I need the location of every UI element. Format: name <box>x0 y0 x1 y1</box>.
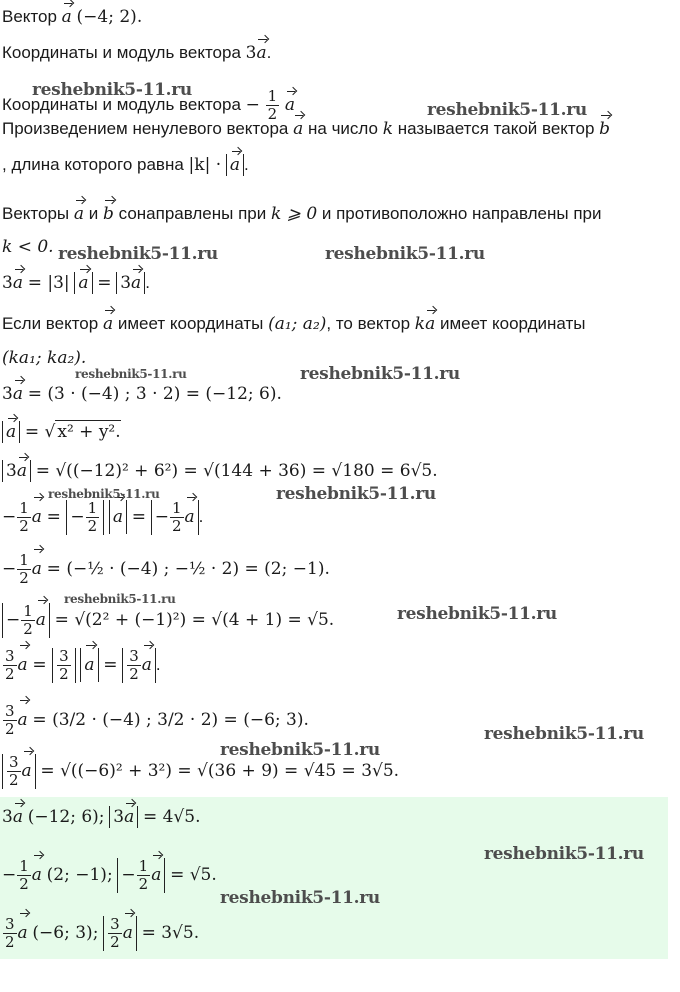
frac-den: 2 <box>138 875 149 894</box>
vector-a: a <box>229 155 240 175</box>
coordinate-rule-line-2 <box>2 347 86 369</box>
answer-2-modulus: = √5. <box>170 865 217 885</box>
step10-rhs: = √((−6)² + 3²) = √(36 + 9) = √45 = 3√5. <box>40 761 400 781</box>
abs-3a <box>2 460 31 482</box>
scalar-k: k <box>414 314 426 334</box>
vector-a: a <box>12 807 23 827</box>
coord-result: (ka₁; ka₂). <box>2 348 87 368</box>
minus-sign: − <box>2 559 17 579</box>
vector-a: a <box>32 500 42 534</box>
vector-a: a <box>102 314 114 334</box>
frac-num: 1 <box>171 499 182 518</box>
codir-text-b: и <box>88 204 99 223</box>
solution-step-8: $\frac{3}{2}$ a = $\frac{3}{2}$ a = $\frac{3}{2}$ a . <box>5 647 161 684</box>
step6-rhs: = (−½ · (−4) ; −½ · 2) = (2; −1). <box>46 559 330 579</box>
frac-num: 1 <box>19 857 29 876</box>
frac-num: 3 <box>5 647 15 666</box>
vector-a: a <box>6 422 17 442</box>
abs-3a <box>109 806 138 828</box>
frac-den: 2 <box>267 105 278 123</box>
coef-three: 3 <box>2 807 13 827</box>
frac-den: 2 <box>5 665 15 684</box>
watermark: reshebnik5-11.ru <box>484 844 644 864</box>
step9-rhs: = (3/2 · (−4) ; 3/2 · 2) = (−6; 3). <box>32 710 309 730</box>
watermark: reshebnik5-11.ru <box>48 487 160 501</box>
watermark: reshebnik5-11.ru <box>325 244 485 264</box>
fraction-half <box>170 500 184 535</box>
frac-num: 3 <box>129 647 139 666</box>
watermark: reshebnik5-11.ru <box>220 740 380 760</box>
solution-step-9 <box>2 703 309 738</box>
minus-sign: − <box>6 610 21 630</box>
frac-den: 2 <box>59 665 69 684</box>
answer-1-coords: (−12; 6); <box>27 807 105 827</box>
task-text-2: Координаты и модуль вектора <box>2 94 241 114</box>
abs-minus-half-a <box>117 858 165 893</box>
abs-minus-half-a <box>2 603 50 638</box>
codirection-line <box>2 203 601 225</box>
fraction-half <box>86 500 100 535</box>
solution-step-2 <box>2 383 282 405</box>
solution-step-7 <box>2 603 334 638</box>
solution-step-4 <box>2 460 438 482</box>
codir-condition-2: k < 0. <box>2 237 54 257</box>
answer-2-coords: (2; −1); <box>46 865 113 885</box>
task-coef-1: 3 <box>245 43 257 63</box>
codirection-line-2 <box>2 236 54 258</box>
abs-minus-half <box>66 500 104 535</box>
vector-a: a <box>256 43 267 63</box>
vector-a: a <box>32 552 42 586</box>
abs-3a <box>116 272 145 294</box>
fraction-half <box>17 552 31 587</box>
frac-den: 2 <box>9 771 19 790</box>
watermark: reshebnik5-11.ru <box>220 888 380 908</box>
vector-a: a <box>123 916 133 950</box>
frac-den: 2 <box>19 875 29 894</box>
abs-vector-a <box>226 154 244 176</box>
codir-text-c: сонаправлены при <box>118 204 267 223</box>
minus-sign: − <box>154 507 169 527</box>
vector-a: a <box>18 916 28 950</box>
fraction-three-halves <box>3 648 17 683</box>
vector-a: a <box>18 703 28 737</box>
abs-k-expr: |k| · <box>188 155 222 175</box>
watermark: reshebnik5-11.ru <box>32 80 192 100</box>
abs-three-halves-a <box>103 916 137 951</box>
answer-line-3 <box>2 916 199 958</box>
vector-a: a <box>84 648 94 682</box>
fraction-three-halves <box>7 754 21 789</box>
coord-text-d: , то вектор <box>326 314 411 333</box>
coordinate-rule-line <box>2 313 586 335</box>
vector-a: a <box>124 807 135 827</box>
vector-a: a <box>36 603 46 637</box>
frac-den: 2 <box>87 517 98 536</box>
coef-three: 3 <box>2 273 13 293</box>
frac-den: 2 <box>110 933 120 952</box>
fraction-three-halves <box>108 916 122 951</box>
def-text-d: , длина которого равна <box>2 155 184 174</box>
fraction-half <box>17 858 31 893</box>
frac-num: 1 <box>19 499 29 518</box>
fraction-half <box>137 858 151 893</box>
vector-a: a <box>18 648 28 682</box>
fraction-half <box>21 603 35 638</box>
step7-rhs: = √(2² + (−1)²) = √(4 + 1) = √5. <box>54 610 335 630</box>
task-coef-2-sign: − <box>245 94 260 115</box>
vector-a: a <box>425 314 436 334</box>
def-text-b: на число <box>308 119 378 138</box>
frac-num: 1 <box>23 602 33 621</box>
watermark: reshebnik5-11.ru <box>64 592 176 606</box>
abs-vector-a <box>109 500 127 534</box>
coord-text-a: Если вектор <box>2 314 99 333</box>
fraction-three-halves <box>57 648 71 683</box>
frac-num: 3 <box>9 753 19 772</box>
frac-num: 3 <box>59 647 69 666</box>
abs-three-halves <box>52 648 76 683</box>
vector-a: a <box>293 119 304 139</box>
frac-num: 1 <box>138 857 149 876</box>
vector-a: a <box>113 500 123 534</box>
solution-step-3: a = √ x² + y². <box>2 420 121 443</box>
abs-vector-a <box>2 421 20 443</box>
frac-den: 2 <box>129 665 139 684</box>
coord-text-b: имеет координаты <box>117 314 264 333</box>
frac-num: 3 <box>110 915 120 934</box>
scalar-k: k <box>382 119 394 139</box>
frac-den: 2 <box>23 620 33 639</box>
step2-rhs: = (3 · (−4) ; 3 · 2) = (−12; 6). <box>27 384 282 404</box>
vector-a: a <box>12 273 23 293</box>
answer-3-modulus: = 3√5. <box>141 923 200 943</box>
minus-sign: − <box>2 865 17 885</box>
answer-1-modulus: = 4√5. <box>142 807 201 827</box>
answer-line-1 <box>2 806 201 828</box>
definition-line-1 <box>2 118 610 140</box>
abs-vector-a <box>74 272 92 294</box>
equals: = <box>103 655 118 675</box>
vector-a: a <box>12 384 23 404</box>
coef-three: 3 <box>2 384 13 404</box>
watermark: reshebnik5-11.ru <box>276 484 436 504</box>
watermark: reshebnik5-11.ru <box>397 604 557 624</box>
given-label: Вектор <box>2 7 57 26</box>
answer-3-coords: (−6; 3); <box>32 923 99 943</box>
watermark: reshebnik5-11.ru <box>75 367 187 381</box>
definition-line-2: , длина которого равна |k| · a . <box>2 155 249 175</box>
def-text-a: Произведением ненулевого вектора <box>2 119 289 138</box>
frac-den: 2 <box>19 517 29 536</box>
minus-sign: − <box>2 507 17 527</box>
vector-a: a <box>131 273 142 293</box>
frac-num: 1 <box>267 87 278 105</box>
coord-pair: (a₁; a₂) <box>268 314 327 334</box>
task-text-1: Координаты и модуль вектора <box>2 43 241 62</box>
frac-num: 1 <box>19 551 29 570</box>
watermark: reshebnik5-11.ru <box>427 100 587 120</box>
abs-three-halves-a <box>2 754 36 789</box>
watermark: reshebnik5-11.ru <box>484 724 644 744</box>
solution-step-1: 3a = |3| a = 3a . <box>2 273 150 293</box>
coef-three: 3 <box>6 461 17 481</box>
vector-b: b <box>599 119 611 139</box>
codir-condition-1: k ⩾ 0 <box>270 204 318 224</box>
vector-a: a <box>151 858 161 892</box>
step4-rhs: = √((−12)² + 6²) = √(144 + 36) = √180 = 6√5. <box>35 461 438 481</box>
fraction-three-halves <box>3 916 17 951</box>
vector-a: a <box>61 7 72 27</box>
coord-text-f: имеет координаты <box>439 314 586 333</box>
solution-step-6 <box>2 552 330 587</box>
vector-a: a <box>142 648 152 682</box>
frac-den: 2 <box>171 517 182 536</box>
vector-a: a <box>185 500 195 534</box>
frac-num: 3 <box>5 702 15 721</box>
vector-a: a <box>16 461 27 481</box>
watermark: reshebnik5-11.ru <box>58 244 218 264</box>
abs-vector-a <box>80 648 98 682</box>
equals: = <box>97 273 112 293</box>
vector-a: a <box>22 754 32 788</box>
minus-sign: − <box>121 865 136 885</box>
vector-a: a <box>73 204 85 224</box>
codir-text-d: и противоположно направлены при <box>321 204 602 223</box>
frac-den: 2 <box>5 720 15 739</box>
equals: = <box>131 507 146 527</box>
solution-step-5: − $\frac{1}{2}$ a = − $\frac{1}{2}$ a = − $\frac{1}{2}$ a . <box>2 499 204 536</box>
vector-a: a <box>78 273 89 293</box>
task-line-1: Координаты и модуль вектора 3a. <box>2 43 272 63</box>
coef-three: 3 <box>113 807 125 827</box>
abs-minus-half-a <box>151 500 199 535</box>
given-coords: (−4; 2). <box>76 7 143 27</box>
frac-num: 3 <box>5 915 15 934</box>
watermark: reshebnik5-11.ru <box>300 364 460 384</box>
coef-three: 3 <box>120 273 132 293</box>
frac-den: 2 <box>5 933 15 952</box>
fraction-three-halves <box>127 648 141 683</box>
codir-text-a: Векторы <box>2 204 70 223</box>
minus-sign: − <box>70 507 85 527</box>
modulus-formula: x² + y². <box>57 422 121 442</box>
def-text-c: называется такой вектор <box>397 119 595 138</box>
fraction-three-halves <box>3 703 17 738</box>
vector-a: a <box>32 858 42 892</box>
given-vector-line <box>2 6 142 28</box>
abs-three-halves-a <box>122 648 156 683</box>
frac-den: 2 <box>19 569 29 588</box>
vector-b: b <box>103 204 114 224</box>
frac-num: 1 <box>87 499 98 518</box>
fraction-half <box>17 500 31 535</box>
vector-a: a <box>284 94 296 115</box>
answer-line-2 <box>2 858 217 893</box>
